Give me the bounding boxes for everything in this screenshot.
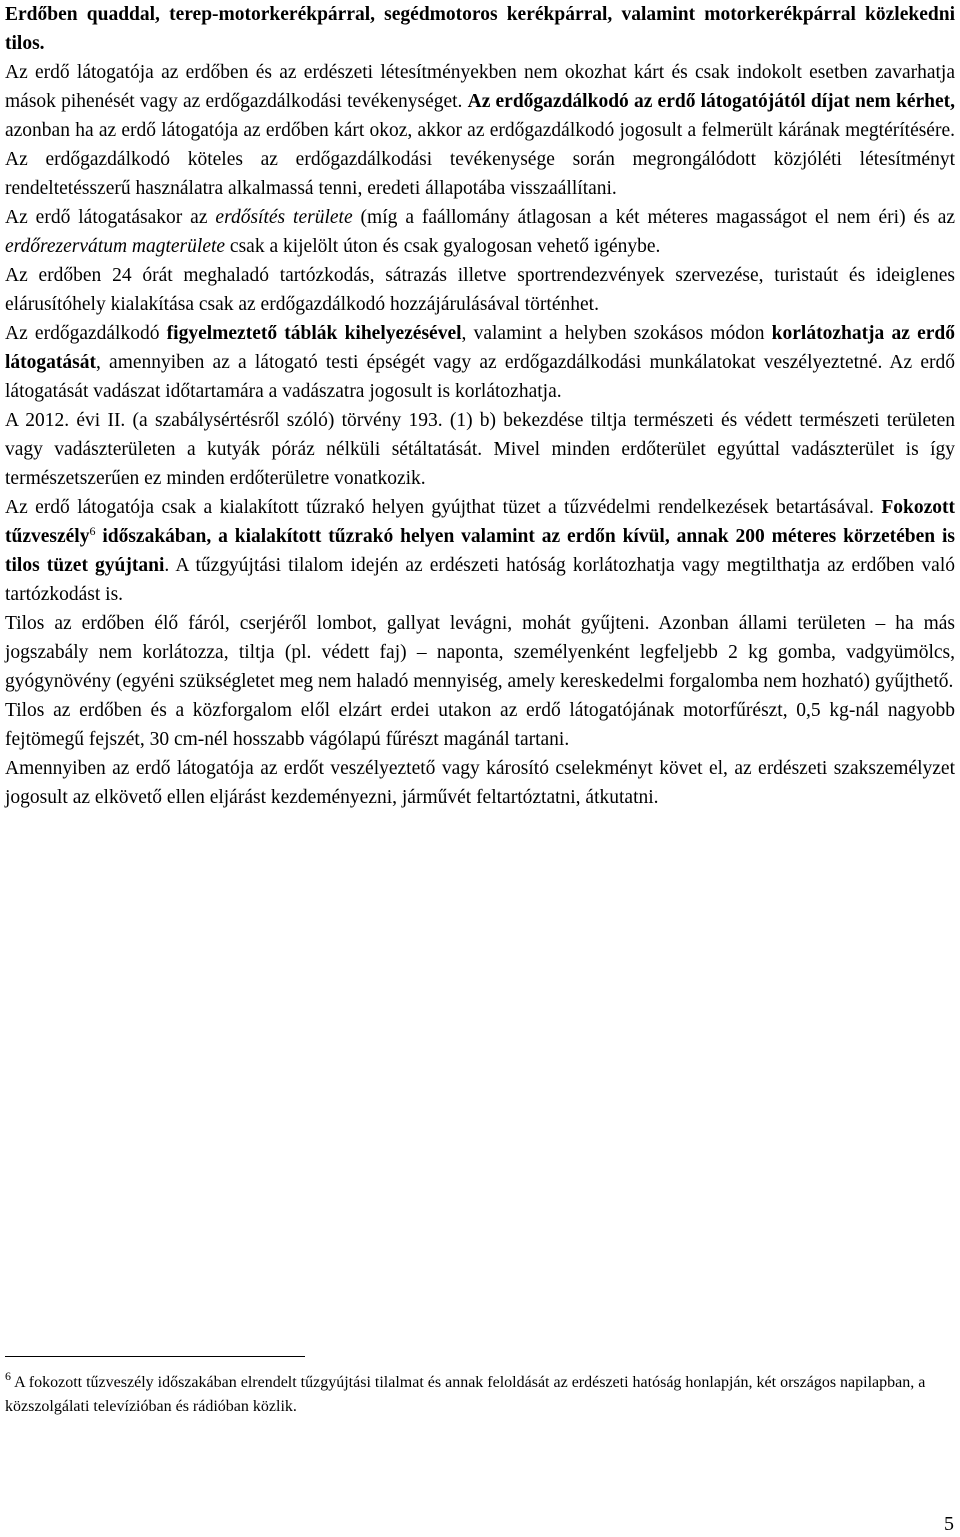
text-run: Az erdőgazdálkodó az erdő látogatójától díjat nem kérhet,: [467, 91, 955, 112]
paragraph: [5, 0, 955, 58]
text-run: Az erdőgazdálkodó: [5, 323, 167, 344]
paragraph: [5, 261, 955, 319]
text-run: erdőrezervátum magterülete: [5, 236, 226, 257]
text-run: csak a kijelölt úton és csak gyalogosan vehető igénybe.: [225, 236, 661, 257]
text-run: , amennyiben az a látogató testi épségét vagy az erdőgazdálkodási munkálatokat veszélyeztetné. Az erdő látogatását vadászat időtartamára a vadászatra jogosult is korlátozhatja.: [5, 352, 955, 402]
document-page: [5, 0, 955, 812]
text-run: Az erdő látogatásakor az: [5, 207, 216, 228]
paragraph: [5, 203, 955, 261]
text-run: Az erdőben 24 órát meghaladó tartózkodás, sátrazás illetve sportrendezvények szervezése, turistaút és ideiglenes elárusítóhely kialakítása csak az erdőgazdálkodó hozzájárulásával történhet.: [5, 265, 955, 315]
text-run: . A tűzgyújtási tilalom idején az erdészeti hatóság korlátozhatja vagy megtilthatja az erdőben való tartózkodást is.: [5, 555, 956, 605]
footnote-area: [5, 1356, 945, 1419]
paragraph: [5, 609, 955, 696]
text-run: korlátozhatja az erdő látogatását: [5, 323, 955, 373]
paragraph: [5, 406, 955, 493]
text-run: (míg a faállomány átlagosan a két méteres magasságot el nem éri) és az: [352, 207, 956, 228]
footnote: [5, 1371, 945, 1419]
text-run: Tilos az erdőben és a közforgalom elől elzárt erdei utakon az erdő látogatójának motorfűrészt, 0,5 kg-nál nagyobb fejtömegű fejszét, 30 cm-nél hosszabb vágólapú fűrészt magánál tartani.: [5, 700, 955, 750]
text-run: Amennyiben az erdő látogatója az erdőt veszélyeztető vagy károsító cselekményt követ el, az erdészeti szakszemélyzet jogosult az elkövető ellen eljárást kezdeményezni, járművét feltartóztatni, átkutatni.: [5, 758, 955, 808]
text-run: figyelmeztető táblák kihelyezésével: [166, 323, 462, 344]
page-number: 5: [944, 1513, 954, 1535]
text-run: Az erdő látogatója csak a kialakított tűzrakó helyen gyújthat tüzet a tűzvédelmi rendelkezések betartásával.: [5, 497, 882, 518]
body-text: [5, 0, 955, 812]
text-run: Tilos az erdőben élő fáról, cserjéről lombot, gallyat levágni, mohát gyűjteni. Azonban állami területen – ha más jogszabály nem korlátozza, tiltja (pl. védett faj) – naponta, személyenként legfeljebb 2 kg gomba, vadgyümölcs, gyógynövény (egyéni szükségletet meg nem haladó mennyiség, amely kereskedelmi forgalomba nem hozható) gyűjthető.: [5, 613, 955, 692]
paragraph: [5, 58, 955, 203]
paragraph: [5, 493, 955, 609]
footnote-reference: 6: [89, 524, 96, 538]
paragraph: [5, 696, 955, 754]
text-run: , valamint a helyben szokásos módon: [461, 323, 772, 344]
text-run: azonban ha az erdő látogatója az erdőben kárt okoz, akkor az erdőgazdálkodó jogosult a felmerült kárának megtérítésére. Az erdőgazdálkodó köteles az erdőgazdálkodási tevékenysége során megrongálódott közjóléti létesítményt rendeltetésszerű használatra alkalmassá tenni, eredeti állapotába visszaállítani.: [5, 120, 955, 199]
text-run: Erdőben quaddal, terep-motorkerékpárral, segédmotoros kerékpárral, valamint motorkerékpárral közlekedni tilos.: [5, 4, 955, 54]
paragraph: [5, 319, 955, 406]
footnote-text: A fokozott tűzveszély időszakában elrendelt tűzgyújtási tilalmat és annak feloldását az erdészeti hatóság honlapján, két országos napilapban, a közszolgálati televízióban és rádióban közlik.: [5, 1374, 926, 1415]
text-run: időszakában, a kialakított tűzrakó helyen valamint az erdőn kívül, annak 200 méteres körzetében is tilos tüzet gyújtani: [5, 526, 955, 576]
text-run: A 2012. évi II. (a szabálysértésről szóló) törvény 193. (1) b) bekezdése tiltja természeti és védett természeti területen vagy vadászterületen a kutyák póráz nélküli sétáltatását. Mivel minden erdőterület egyúttal vadászterület is így természetszerűen ez minden erdőterületre vonatkozik.: [5, 410, 955, 489]
paragraph: [5, 754, 955, 812]
text-run: erdősítés területe: [215, 207, 353, 228]
footnote-separator: [5, 1356, 305, 1357]
footnote-marker: 6: [5, 1369, 11, 1383]
text-run: Az erdő látogatója az erdőben és az erdészeti létesítményekben nem okozhat kárt és csak indokolt esetben zavarhatja mások pihenését vagy az erdőgazdálkodási tevékenységet.: [5, 62, 955, 112]
text-run: Fokozott tűzveszély: [5, 497, 955, 547]
